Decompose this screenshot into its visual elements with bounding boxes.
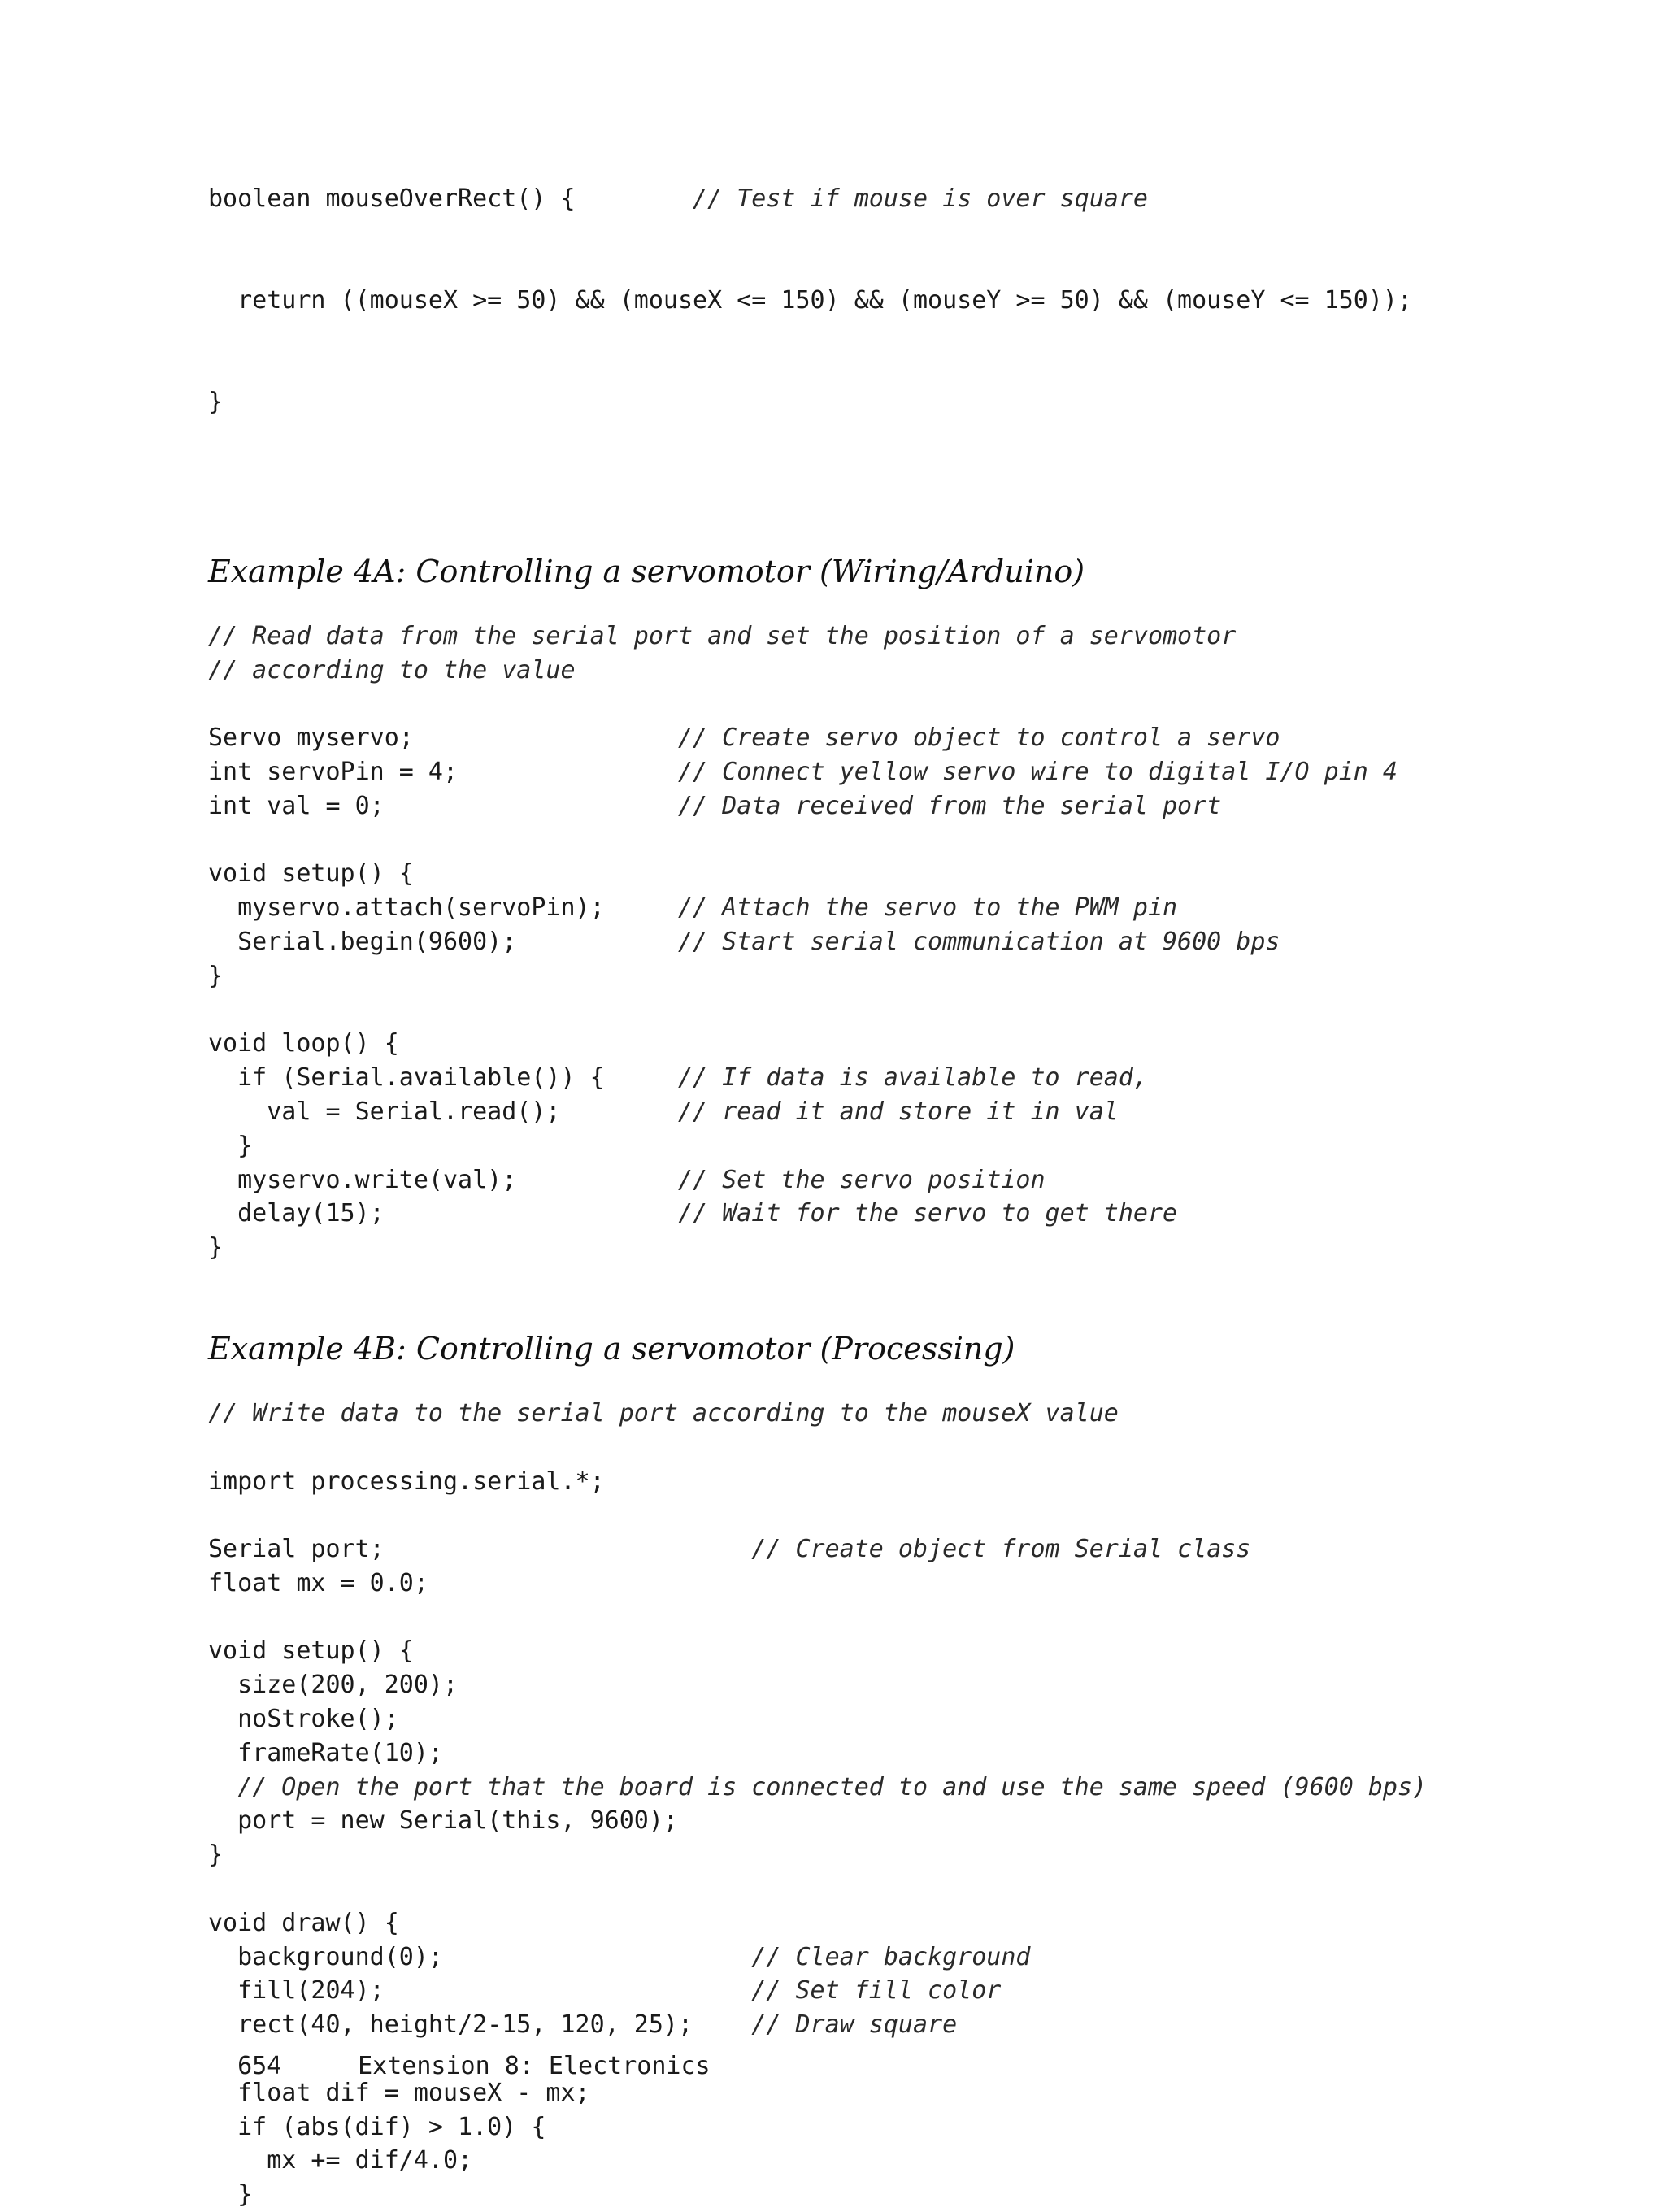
code-text: int servoPin = 4; <box>208 757 678 786</box>
code-comment: // Write data to the serial port according to the mouseX value <box>208 1398 1119 1428</box>
code-line <box>208 721 1509 755</box>
code-line <box>208 1974 1509 2008</box>
code-text: return ((mouseX >= 50) && (mouseX <= 150) && (mouseY >= 50) && (mouseY <= 150)); <box>208 285 1413 315</box>
code-comment: // Set fill color <box>751 1976 1002 2006</box>
code-text: background(0); <box>208 1942 752 1971</box>
code-comment: // Clear background <box>751 1942 1031 1971</box>
code-comment: // Read data from the serial port and set the position of a servomotor <box>208 621 1237 650</box>
spacer <box>208 1369 1509 1397</box>
code-line <box>208 1601 1509 1635</box>
code-text: if (abs(dif) > 1.0) { <box>208 2112 546 2141</box>
code-text: if (Serial.available()) { <box>208 1063 678 1093</box>
code-line <box>208 1634 1509 1668</box>
code-text: frameRate(10); <box>208 1738 443 1767</box>
code-text: delay(15); <box>208 1199 678 1228</box>
code-comment: // Set the servo position <box>677 1165 1046 1194</box>
code-line <box>208 789 1509 824</box>
spacer <box>208 488 1509 551</box>
code-line <box>208 2178 1509 2212</box>
code-text: myservo.attach(servoPin); <box>208 893 678 923</box>
code-line <box>208 284 1509 318</box>
code-line <box>208 1027 1509 1061</box>
code-text: } <box>208 1840 224 1870</box>
running-title: Extension 8: Electronics <box>358 2052 711 2080</box>
code-text: Serial port; <box>208 1535 752 1564</box>
code-comment: // read it and store it in val <box>677 1097 1119 1126</box>
code-text: size(200, 200); <box>208 1671 459 1700</box>
code-line <box>208 385 1509 419</box>
page-footer <box>208 2018 711 2083</box>
code-text: port = new Serial(this, 9600); <box>208 1806 678 1836</box>
code-line <box>208 1940 1509 1975</box>
code-line <box>208 959 1509 993</box>
code-text: } <box>208 2180 253 2210</box>
code-line <box>208 1397 1509 1431</box>
code-line <box>208 1567 1509 1601</box>
code-line <box>208 1498 1509 1532</box>
code-text <box>208 1771 237 1805</box>
code-comment: // according to the value <box>208 655 576 684</box>
code-text: fill(204); <box>208 1976 752 2006</box>
code-text: } <box>208 1233 224 1262</box>
code-text: float dif = mouseX - mx; <box>208 2078 590 2107</box>
code-line <box>208 755 1509 789</box>
code-comment: // Open the port that the board is connected to and use the same speed (9600 bps) <box>237 1772 1428 1801</box>
code-line <box>208 1668 1509 1702</box>
spacer <box>208 592 1509 619</box>
code-text: void setup() { <box>208 859 414 889</box>
code-line <box>208 925 1509 959</box>
code-line <box>208 1532 1509 1567</box>
code-line <box>208 2144 1509 2178</box>
code-comment: // Create servo object to control a servo <box>677 724 1280 753</box>
code-line <box>208 891 1509 925</box>
code-text: mx += dif/4.0; <box>208 2146 473 2175</box>
code-text: noStroke(); <box>208 1705 399 1734</box>
code-comment: // Attach the servo to the PWM pin <box>677 893 1178 923</box>
code-text: import processing.serial.*; <box>208 1467 605 1496</box>
code-line <box>208 1804 1509 1838</box>
code-text: float mx = 0.0; <box>208 1568 428 1597</box>
code-line <box>208 1163 1509 1197</box>
code-block-top <box>208 114 1509 488</box>
example-4b-heading: Example 4B: Controlling a servomotor (Processing) <box>208 1330 1015 1367</box>
code-line <box>208 1095 1509 1129</box>
code-line <box>208 1129 1509 1163</box>
code-line <box>208 1906 1509 1940</box>
code-line <box>208 654 1509 688</box>
example-4a-heading: Example 4A: Controlling a servomotor (Wiring/Arduino) <box>208 553 1085 589</box>
code-line <box>208 824 1509 858</box>
code-line <box>208 1771 1509 1805</box>
code-text: myservo.write(val); <box>208 1165 678 1194</box>
code-line <box>208 1431 1509 1465</box>
code-line <box>208 1231 1509 1265</box>
code-text: void loop() { <box>208 1029 399 1058</box>
code-line <box>208 687 1509 721</box>
code-block-example-4a <box>208 619 1509 1265</box>
code-block-example-4b <box>208 1397 1509 2212</box>
code-text: rect(40, height/2-15, 120, 25); <box>208 2010 752 2040</box>
code-line <box>208 1702 1509 1736</box>
code-line <box>208 2110 1509 2145</box>
code-text: } <box>208 388 224 417</box>
code-line <box>208 1197 1509 1231</box>
code-comment: // If data is available to read, <box>677 1063 1148 1093</box>
code-line <box>208 1838 1509 1872</box>
code-text: Servo myservo; <box>208 724 678 753</box>
code-text: boolean mouseOverRect() { <box>208 184 693 213</box>
code-comment: // Test if mouse is over square <box>693 184 1148 213</box>
code-text: int val = 0; <box>208 791 678 820</box>
code-line <box>208 1872 1509 1906</box>
code-line <box>208 1465 1509 1499</box>
code-comment: // Connect yellow servo wire to digital I/O pin 4 <box>677 757 1398 786</box>
spacer <box>208 1265 1509 1328</box>
code-comment: // Wait for the servo to get there <box>677 1199 1178 1228</box>
page-number: 654 <box>237 2052 282 2080</box>
code-line <box>208 619 1509 654</box>
code-text: void draw() { <box>208 1908 399 1937</box>
code-line <box>208 1061 1509 1095</box>
code-text: val = Serial.read(); <box>208 1097 678 1126</box>
code-comment: // Draw square <box>751 2010 958 2040</box>
code-comment: // Start serial communication at 9600 bps <box>677 927 1280 956</box>
page-content <box>208 114 1509 2212</box>
code-line <box>208 993 1509 1028</box>
code-text: Serial.begin(9600); <box>208 927 678 956</box>
code-line <box>208 857 1509 891</box>
code-line <box>208 182 1509 216</box>
code-line <box>208 1736 1509 1771</box>
code-comment: // Create object from Serial class <box>751 1535 1251 1564</box>
code-comment: // Data received from the serial port <box>677 791 1222 820</box>
code-text: void setup() { <box>208 1636 414 1666</box>
code-text: } <box>208 1131 253 1160</box>
code-text: } <box>208 961 224 990</box>
